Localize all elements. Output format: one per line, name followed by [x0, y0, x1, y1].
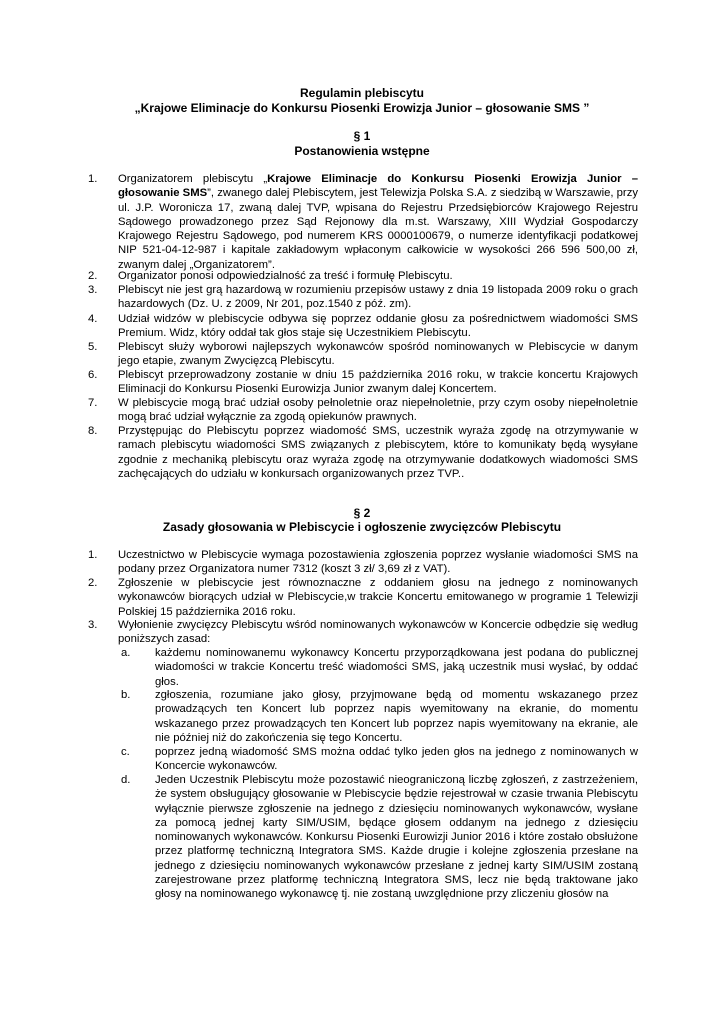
item-number: 2.: [88, 270, 98, 282]
item-number: 3.: [88, 619, 98, 631]
doc-title: Regulamin plebiscytu: [299, 86, 425, 100]
item-text: Plebiscyt służy wyborowi najlepszych wykonawców spośród nominowanych w Plebiscycie w danym jego etapie, zwanym Zwycięzcą Plebiscytu.: [118, 341, 638, 368]
item-number: 5.: [88, 341, 98, 353]
item-number: 6.: [88, 369, 98, 381]
subitem-letter: b.: [121, 689, 131, 701]
item-text: Zgłoszenie w plebiscycie jest równoznaczne z oddaniem głosu na jednego z nominowanych wykonawców biorących udział w Plebiscycie,w trakcie Koncertu emitowanego w programie 1 Telewizji Polskiej 15 października 2016 roku.: [118, 577, 638, 618]
section-2-title: Zasady głosowania w Plebiscycie i ogłoszenie zwycięzców Plebiscytu: [162, 520, 562, 534]
item-text: Organizator ponosi odpowiedzialność za treść i formułę Plebiscytu.: [118, 270, 453, 282]
item-number: 3.: [88, 284, 98, 296]
item-number: 8.: [88, 425, 98, 437]
item-text: Plebiscyt przeprowadzony zostanie w dniu 15 października 2016 roku, w trakcie koncertu Krajowych Eliminacji do Konkursu Piosenki Eurowizja Junior zwanym dalej Koncertem.: [118, 369, 638, 396]
subitem-letter: c.: [121, 746, 130, 758]
contest-name: Krajowe Eliminacje do Konkursu Piosenki Erowizja Junior – głosowanie SMS: [118, 173, 638, 200]
subitem-text: zgłoszenia, rozumiane jako głosy, przyjmowane będą od momentu wskazanego przez prowadzących ten Koncert lub poprzez napis wyemitowany na ekranie, do momentu wskazanego przez prowadzących ten Koncert lub poprzez napis wyemitowany na ekranie, ale nie później niż do zakończenia się tego Koncertu.: [155, 689, 638, 744]
subitem-text: poprzez jedną wiadomość SMS można oddać tylko jeden głos na jednego z nominowanych w Koncercie wykonawców.: [155, 746, 638, 773]
subitem-text: Jeden Uczestnik Plebiscytu może pozostawić nieograniczoną liczbę zgłoszeń, z zastrzeżeniem, że system obsługujący głosowanie w Plebiscycie będzie rejestrował w czasie trwania Plebiscytu wyłącznie pierwsze zgłoszenie na jednego z dziesięciu nominowanych wykonawców, wysłane za pomocą jednej karty SIM/USIM, będące głosem oddanym na jednego z dziesięciu nominowanych wykonawców. Konkursu Piosenki Eurowizji Junior 2016 i które zostało obsłużone przez platformę techniczną Integratora SMS. Każde drugie i kolejne zgłoszenia przesłane na jednego z dziesięciu nominowanych wykonawców przesłane z jednej karty SIM/USIM zostaną zarejestrowane przez platformę techniczną Integratora SMS, lecz nie będą traktowane jako głosy na nominowanego wykonawcę tj. nie zostaną uwzględnione przy zliczeniu głosów na: [155, 774, 638, 901]
section-2-sign: § 2: [353, 506, 371, 520]
item-text: Wyłonienie zwycięzcy Plebiscytu wśród nominowanych wykonawców w Koncercie odbędzie się według poniższych zasad:: [118, 619, 638, 646]
section-1-title: Postanowienia wstępne: [294, 144, 430, 158]
item-number: 2.: [88, 577, 98, 589]
section-1-sign: § 1: [353, 129, 371, 143]
subitem-text: każdemu nominowanemu wykonawcy Koncertu przyporządkowana jest podana do publicznej wiadomości w trakcie Koncertu treść wiadomości SMS, jaką uczestnik musi wysłać, by oddać głos.: [155, 647, 638, 688]
item-text: Plebiscyt nie jest grą hazardową w rozumieniu przepisów ustawy z dnia 19 listopada 2009 roku o grach hazardowych (Dz. U. z 2009, Nr 201, poz.1540 z póź. zm).: [118, 284, 638, 311]
item-text: W plebiscycie mogą brać udział osoby pełnoletnie oraz niepełnoletnie, przy czym osoby niepełnoletnie mogą brać udział wyłącznie za zgodą opiekunów prawnych.: [118, 397, 638, 424]
item-text: Udział widzów w plebiscycie odbywa się poprzez oddanie głosu za pośrednictwem wiadomości SMS Premium. Widz, który oddał tak głos staje się Uczestnikiem Plebiscytu.: [118, 313, 638, 340]
subitem-letter: d.: [121, 774, 131, 786]
item-number: 7.: [88, 397, 98, 409]
item-text: Uczestnictwo w Plebiscycie wymaga pozostawienia zgłoszenia poprzez wysłanie wiadomości SMS na podany przez Organizatora numer 7312 (koszt 3 zł/ 3,69 zł z VAT).: [118, 549, 638, 576]
item-text: Przystępując do Plebiscytu poprzez wiadomość SMS, uczestnik wyraża zgodę na otrzymywanie w ramach plebiscytu wiadomości SMS związanych z plebiscytem, które to komunikaty będą wysyłane zgodnie z mechaniką plebiscytu oraz wyraża zgodę na otrzymywanie dodatkowych wiadomości SMS zachęcających do udziału w konkursach organizowanych przez TVP..: [118, 425, 638, 480]
item-number: 1.: [88, 173, 98, 185]
item-number: 4.: [88, 313, 98, 325]
item-number: 1.: [88, 549, 98, 561]
item-text: Organizatorem plebiscytu „Krajowe Eliminacje do Konkursu Piosenki Erowizja Junior – głosowanie SMS”, zwanego dalej Plebiscytem, jest Telewizja Polska S.A. z siedzibą w Warszawie, przy ul. J.P. Woronicza 17, zwaną dalej TVP, wpisana do Rejestru Przedsiębiorców Krajowego Rejestru Sądowego prowadzonego przez Sąd Rejonowy dla m.st. Warszawy, XIII Wydział Gospodarczy Krajowego Rejestru Sądowego, pod numerem KRS 0000100679, o numerze identyfikacji podatkowej NIP 521-04-12-987 i kapitale zakładowym wpłaconym całkowicie w wysokości 266 596 500,00 zł, zwanym dalej „Organizatorem”.: [118, 173, 638, 271]
subitem-letter: a.: [121, 647, 131, 659]
doc-subtitle: „Krajowe Eliminacje do Konkursu Piosenki Erowizja Junior – głosowanie SMS ”: [134, 101, 590, 115]
